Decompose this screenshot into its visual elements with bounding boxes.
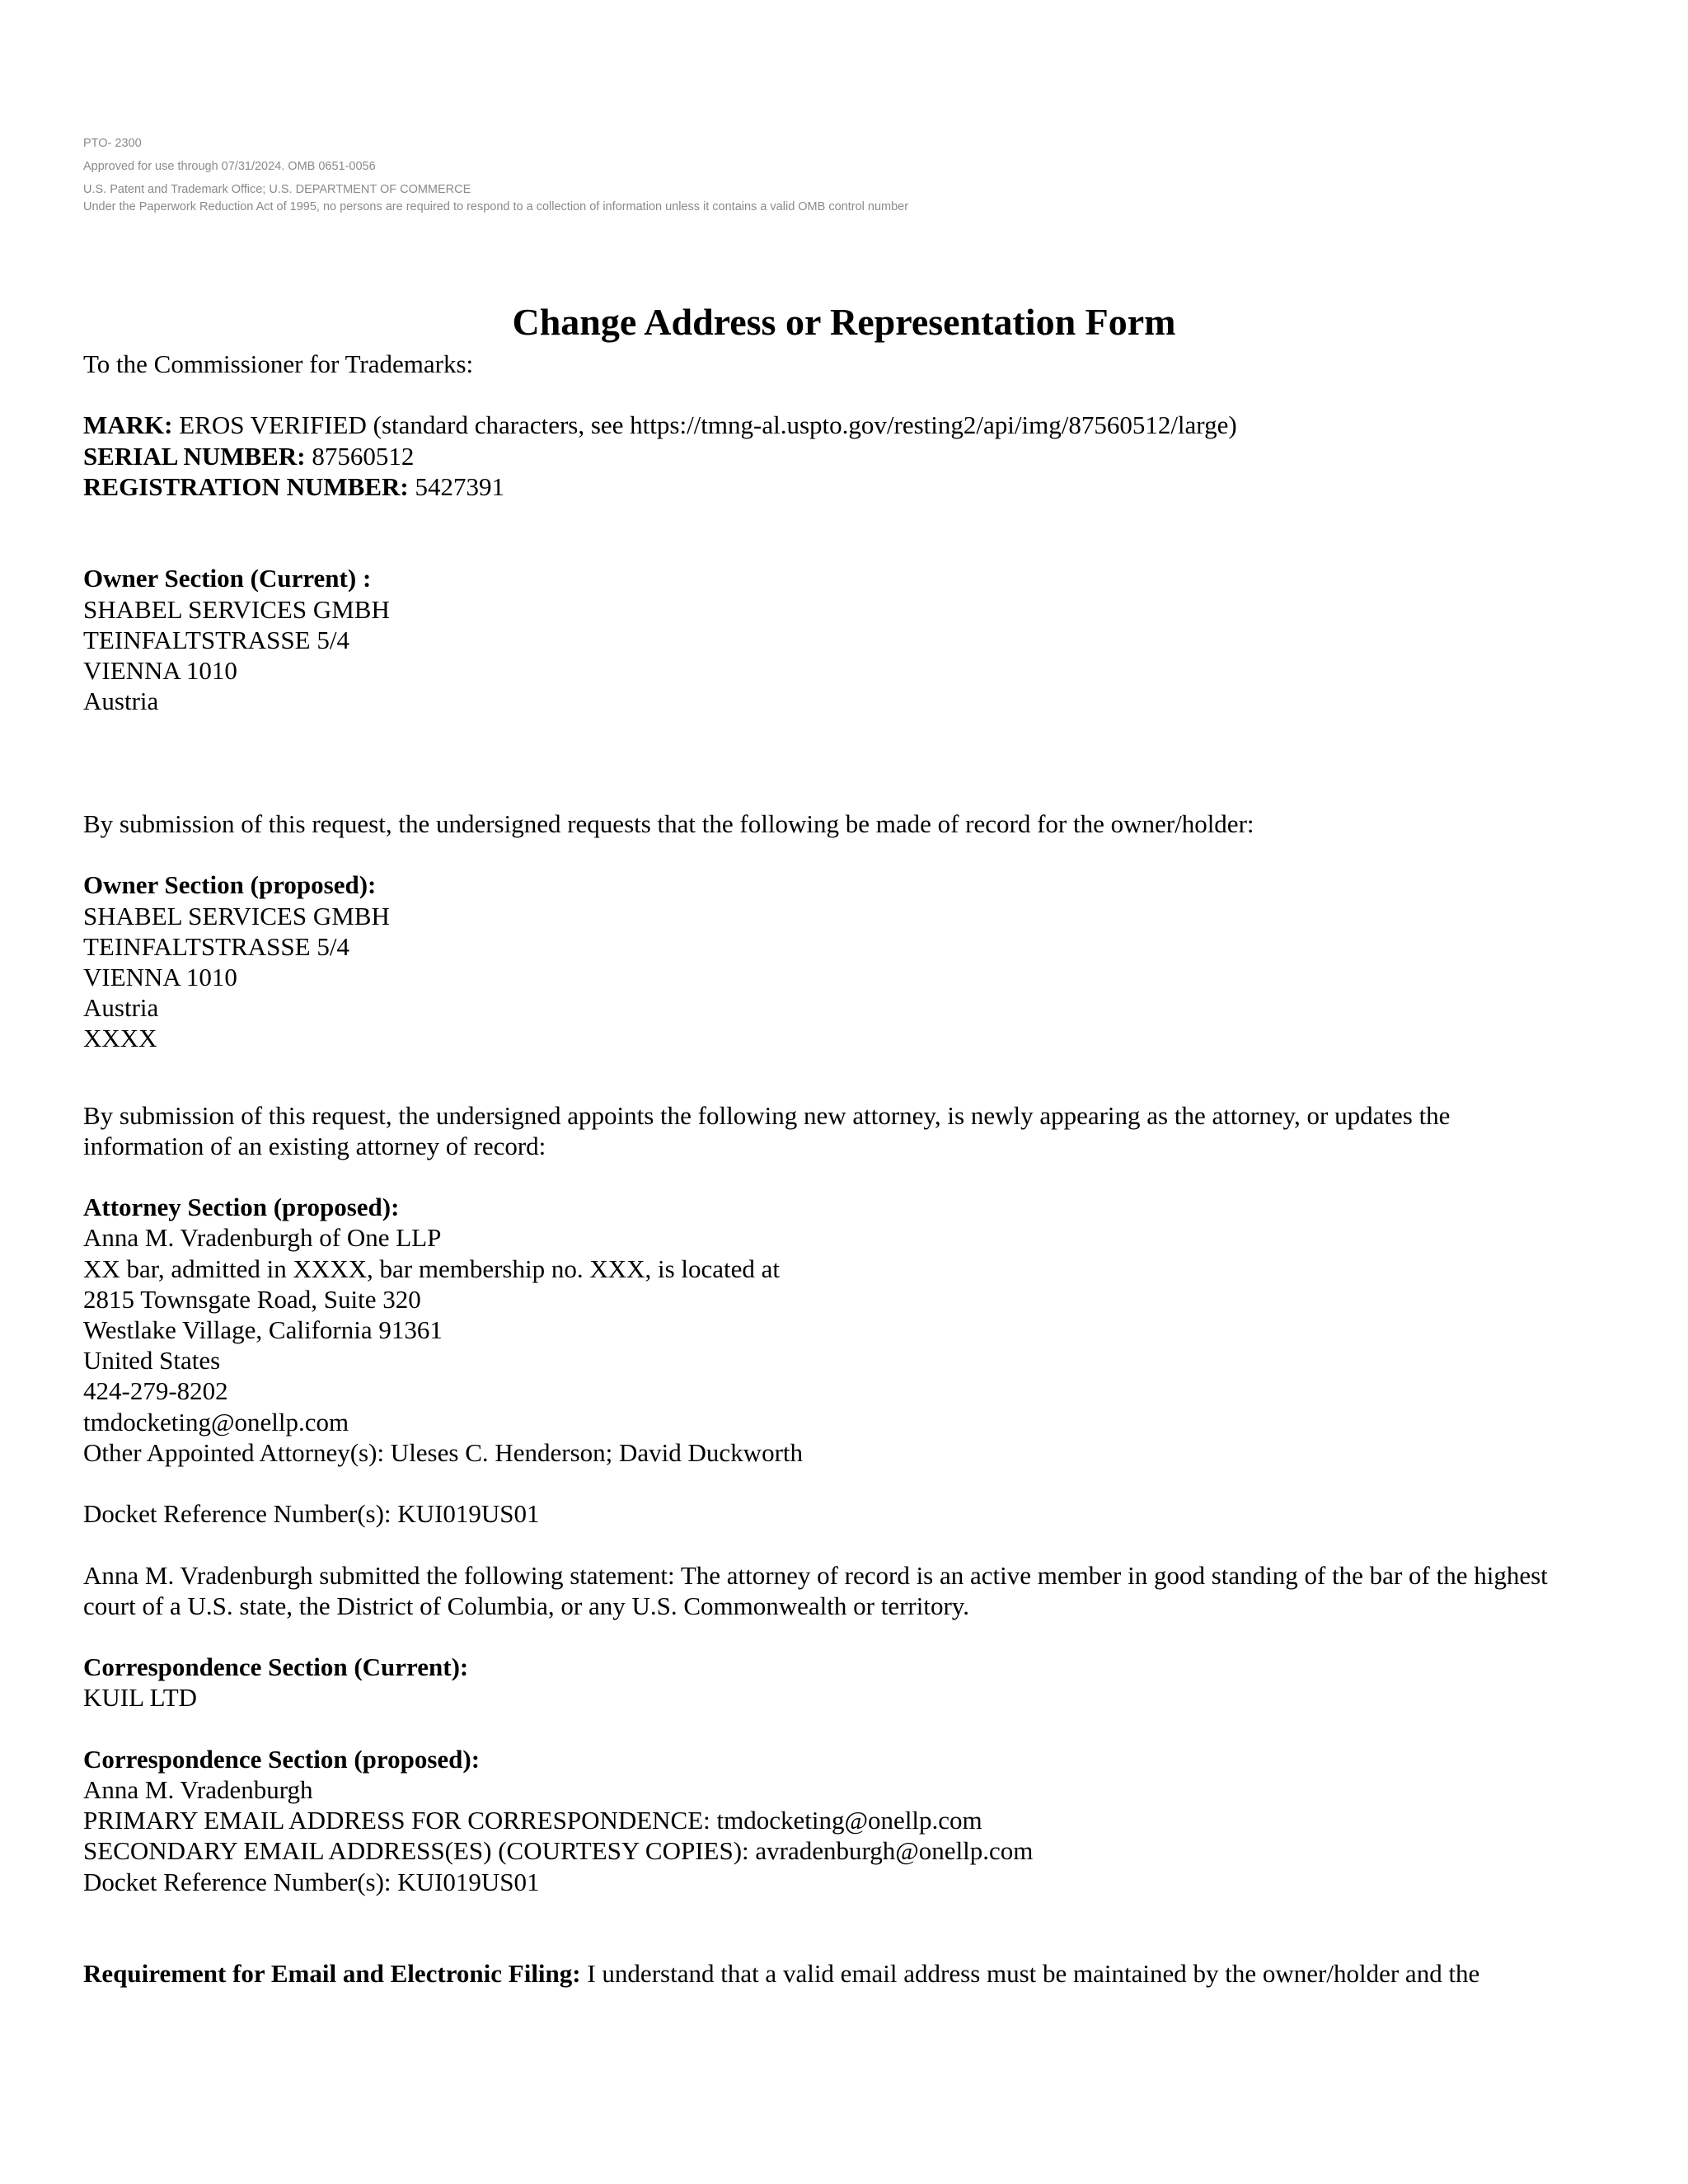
owner-proposed-line: SHABEL SERVICES GMBH [83, 901, 390, 930]
attorney-request-statement: information of an existing attorney of record: [83, 1131, 546, 1160]
registration-value: 5427391 [415, 471, 504, 501]
attorney-statement: court of a U.S. state, the District of Columbia, or any U.S. Commonwealth or territory. [83, 1591, 970, 1620]
serial-value: 87560512 [312, 441, 415, 471]
correspondence-proposed-line: PRIMARY EMAIL ADDRESS FOR CORRESPONDENCE: tmdocketing@onellp.com [83, 1806, 982, 1835]
attorney-proposed-line: Westlake Village, California 91361 [83, 1315, 443, 1345]
owner-current-line: Austria [83, 687, 159, 716]
correspondence-proposed-line: Anna M. Vradenburgh [83, 1775, 313, 1804]
owner-current-line: TEINFALTSTRASSE 5/4 [83, 625, 349, 654]
owner-request-statement: By submission of this request, the undersigned requests that the following be made of record for the owner/holder: [83, 809, 1254, 838]
registration-label: REGISTRATION NUMBER: [83, 471, 409, 501]
owner-proposed-line: VIENNA 1010 [83, 963, 237, 991]
attorney-docket-reference: Docket Reference Number(s): KUI019US01 [83, 1499, 540, 1529]
correspondence-current-heading: Correspondence Section (Current): [83, 1652, 469, 1682]
email-requirement-label: Requirement for Email and Electronic Filing: [83, 1959, 581, 1989]
correspondence-proposed-line: SECONDARY EMAIL ADDRESS(ES) (COURTESY COPIES): avradenburgh@onellp.com [83, 1836, 1034, 1866]
attorney-statement: Anna M. Vradenburgh submitted the following statement: The attorney of record is an active member in good standing of the bar of the highest [83, 1560, 1548, 1590]
attorney-proposed-line: tmdocketing@onellp.com [83, 1407, 349, 1436]
attorney-proposed-line: Anna M. Vradenburgh of One LLP [83, 1223, 442, 1253]
serial-label: SERIAL NUMBER: [83, 441, 306, 471]
serial-row [83, 441, 1633, 471]
correspondence-proposed-heading: Correspondence Section (proposed): [83, 1744, 481, 1774]
page-title: Change Address or Representation Form [512, 301, 1176, 343]
paperwork-notice: Under the Paperwork Reduction Act of 1995, no persons are required to respond to a collection of information unless it contains a valid OMB control number [83, 200, 909, 213]
office-name: U.S. Patent and Trademark Office; U.S. DEPARTMENT OF COMMERCE [83, 183, 471, 196]
attorney-proposed-line: 424-279-8202 [83, 1376, 228, 1406]
attorney-proposed-line: Other Appointed Attorney(s): Uleses C. Henderson; David Duckworth [83, 1437, 804, 1467]
mark-row [83, 410, 1633, 440]
attorney-proposed-line: 2815 Townsgate Road, Suite 320 [83, 1284, 421, 1314]
salutation: To the Commissioner for Trademarks: [83, 349, 474, 378]
owner-proposed-line: Austria [83, 993, 159, 1023]
attorney-proposed-heading: Attorney Section (proposed): [83, 1193, 400, 1222]
owner-proposed-heading: Owner Section (proposed): [83, 870, 377, 900]
approval-notice: Approved for use through 07/31/2024. OMB 0651-0056 [83, 160, 376, 173]
attorney-request-statement: By submission of this request, the undersigned appoints the following new attorney, is newly appearing as the attorney, or updates the [83, 1100, 1451, 1130]
form-body [83, 349, 1633, 1989]
owner-current-line: SHABEL SERVICES GMBH [83, 594, 390, 624]
registration-row [83, 471, 1633, 502]
form-number: PTO- 2300 [83, 137, 142, 150]
owner-current-line: VIENNA 1010 [83, 656, 237, 685]
mark-value: EROS VERIFIED (standard characters, see https://tmng-al.uspto.gov/resting2/api/img/87560512/large) [179, 410, 1237, 440]
mark-label: MARK: [83, 410, 173, 440]
attorney-proposed-line: United States [83, 1346, 221, 1376]
email-requirement [83, 1958, 1633, 1989]
owner-proposed-line: XXXX [83, 1024, 157, 1053]
attorney-proposed-line: XX bar, admitted in XXXX, bar membership no. XXX, is located at [83, 1254, 781, 1283]
correspondence-current-line: KUIL LTD [83, 1683, 198, 1713]
email-requirement-text: I understand that a valid email address must be maintained by the owner/holder and the [580, 1959, 1480, 1989]
owner-proposed-line: TEINFALTSTRASSE 5/4 [83, 931, 349, 961]
owner-current-heading: Owner Section (Current) : [83, 564, 372, 593]
correspondence-proposed-line: Docket Reference Number(s): KUI019US01 [83, 1867, 540, 1896]
